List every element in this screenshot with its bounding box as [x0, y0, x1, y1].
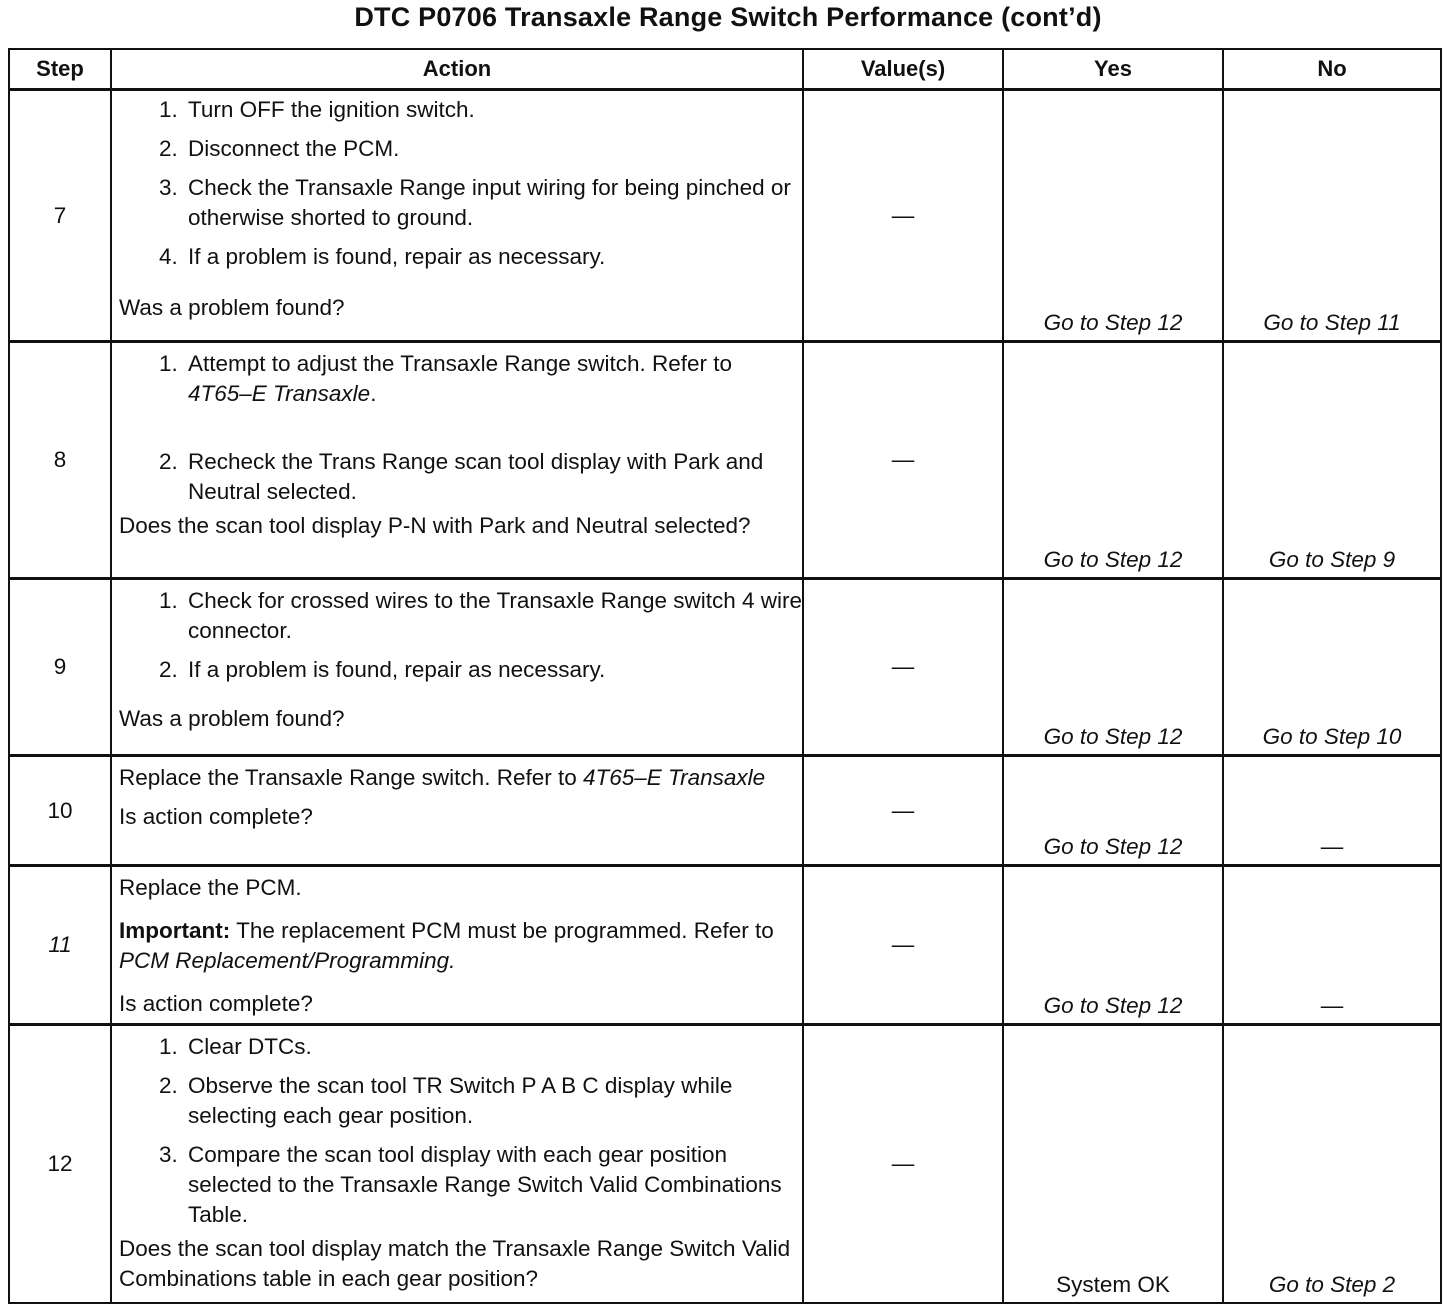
action-question: Is action complete? [119, 804, 313, 829]
action-item: 3. Compare the scan tool display with each gear position selected to the Transaxle Range Switch Valid Combinations Table. [184, 1140, 802, 1230]
no-cell: — [1223, 866, 1441, 1025]
no-cell: Go to Step 9 [1223, 342, 1441, 579]
step-number: 12 [9, 1025, 111, 1303]
page-title: DTC P0706 Transaxle Range Switch Performance (cont’d) [354, 2, 1102, 32]
value-cell: — [803, 866, 1003, 1025]
no-cell: Go to Step 10 [1223, 579, 1441, 756]
value-cell: — [803, 90, 1003, 342]
table-row [9, 866, 1441, 1025]
action-item: 2. Disconnect the PCM. [184, 134, 802, 164]
yes-cell: System OK [1003, 1025, 1223, 1303]
action-question: Is action complete? [119, 991, 313, 1016]
action-cell [111, 90, 803, 342]
table-row [9, 1025, 1441, 1303]
header-yes: Yes [1003, 49, 1223, 90]
header-no: No [1223, 49, 1441, 90]
action-cell [111, 866, 803, 1025]
action-question: Does the scan tool display match the Transaxle Range Switch Valid Combinations table in each gear position? [119, 1236, 791, 1291]
header-row [9, 49, 1441, 90]
step-number: 11 [9, 866, 111, 1025]
yes-cell: Go to Step 12 [1003, 866, 1223, 1025]
no-cell: — [1223, 756, 1441, 866]
yes-cell: Go to Step 12 [1003, 579, 1223, 756]
no-cell: Go to Step 2 [1223, 1025, 1441, 1303]
action-text: Replace the Transaxle Range switch. Refer to 4T65–E Transaxle [119, 765, 766, 790]
diagnostic-table [8, 48, 1442, 1304]
action-item: 1. Clear DTCs. [184, 1032, 802, 1062]
value-cell: — [803, 342, 1003, 579]
action-cell [111, 1025, 803, 1303]
action-question: Was a problem found? [119, 706, 345, 731]
action-item: 1. Check for crossed wires to the Transaxle Range switch 4 wire connector. [184, 586, 802, 646]
action-question: Was a problem found? [119, 295, 345, 320]
important-note: Important: The replacement PCM must be programmed. Refer to PCM Replacement/Programming. [119, 918, 774, 973]
value-cell: — [803, 579, 1003, 756]
header-action: Action [111, 49, 803, 90]
action-text: Replace the PCM. [119, 875, 302, 900]
table-row [9, 342, 1441, 579]
action-item: 1. Turn OFF the ignition switch. [184, 95, 802, 125]
table-row [9, 579, 1441, 756]
step-number: 8 [9, 342, 111, 579]
table-row [9, 90, 1441, 342]
action-cell [111, 579, 803, 756]
action-cell [111, 342, 803, 579]
value-cell: — [803, 1025, 1003, 1303]
action-item: 3. Check the Transaxle Range input wiring for being pinched or otherwise shorted to ground. [184, 173, 802, 233]
step-number: 7 [9, 90, 111, 342]
action-question: Does the scan tool display P-N with Park and Neutral selected? [119, 513, 751, 538]
table-row [9, 756, 1441, 866]
no-cell: Go to Step 11 [1223, 90, 1441, 342]
yes-cell: Go to Step 12 [1003, 756, 1223, 866]
action-item: 2. Recheck the Trans Range scan tool display with Park and Neutral selected. [184, 447, 802, 507]
action-cell [111, 756, 803, 866]
header-step: Step [9, 49, 111, 90]
action-item: 2. If a problem is found, repair as necessary. [184, 655, 802, 685]
action-item: 2. Observe the scan tool TR Switch P A B C display while selecting each gear position. [184, 1071, 802, 1131]
yes-cell: Go to Step 12 [1003, 342, 1223, 579]
value-cell: — [803, 756, 1003, 866]
action-item: 4. If a problem is found, repair as necessary. [184, 242, 802, 272]
action-item: 1. Attempt to adjust the Transaxle Range switch. Refer to 4T65–E Transaxle. [184, 349, 802, 409]
header-values: Value(s) [803, 49, 1003, 90]
step-number: 9 [9, 579, 111, 756]
yes-cell: Go to Step 12 [1003, 90, 1223, 342]
step-number: 10 [9, 756, 111, 866]
